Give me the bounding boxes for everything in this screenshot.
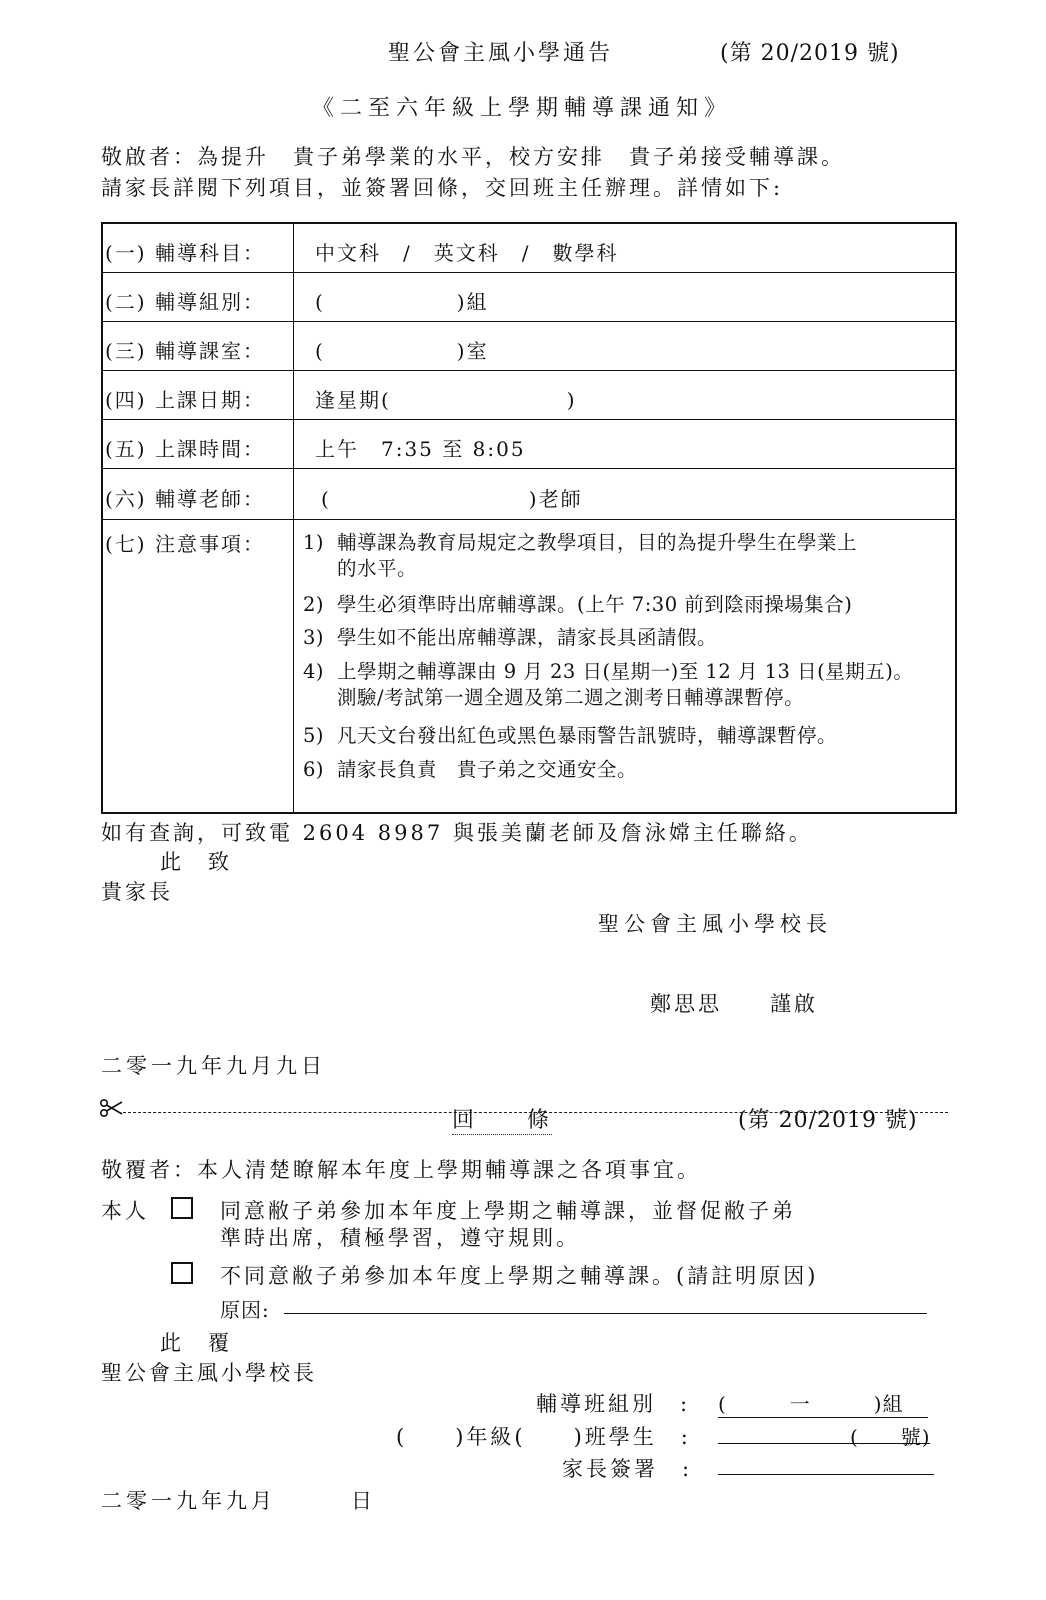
- note-number: 2): [303, 593, 325, 616]
- note-item: [303, 659, 913, 711]
- table-row-group: [103, 273, 955, 322]
- contact-info: 如有查詢，可致電 2604 8987 與張美蘭老師及詹泳嫦主任聯絡。: [101, 821, 813, 845]
- note-text: 學生如不能出席輔導課，請家長具函請假。: [337, 626, 718, 649]
- details-table: [101, 222, 957, 814]
- notice-number: (第 20/2019 號): [720, 41, 900, 66]
- signature-line[interactable]: [718, 1474, 934, 1475]
- reply-statement: 敬覆者：本人清楚瞭解本年度上學期輔導課之各項事宜。: [101, 1158, 701, 1182]
- note-item: [303, 625, 717, 651]
- option-agree-line-2: 準時出席，積極學習，遵守規則。: [220, 1226, 580, 1250]
- reply-notice-number: (第 20/2019 號): [738, 1108, 918, 1133]
- row-label: (七) 注意事項：: [105, 532, 265, 556]
- note-number: 6): [303, 758, 325, 781]
- note-number: 4): [303, 660, 325, 683]
- reply-title: 回 條: [452, 1103, 552, 1135]
- note-number: 1): [303, 531, 325, 554]
- principal-title: 聖公會主風小學校長: [598, 912, 832, 936]
- notice-subtitle: 《二至六年級上學期輔導課通知》: [312, 96, 733, 121]
- table-row-teacher: [103, 469, 955, 520]
- row-value: 中文科 / 英文科 / 數學科: [315, 241, 619, 265]
- row-label: (五) 上課時間：: [105, 437, 265, 461]
- intro-line-1: 敬啟者：為提升 貴子弟學業的水平，校方安排 貴子弟接受輔導課。: [101, 145, 845, 169]
- closing-regards: 此 致: [160, 850, 232, 874]
- row-label: (六) 輔導老師：: [105, 487, 265, 511]
- note-text: 請家長負責 貴子弟之交通安全。: [337, 758, 638, 781]
- scissors-icon: [99, 1097, 123, 1123]
- school-notice-title: 聖公會主風小學通告: [388, 41, 614, 66]
- note-item: [303, 723, 837, 749]
- agree-checkbox[interactable]: [171, 1197, 193, 1219]
- group-value-field[interactable]: ( 一 )組: [718, 1388, 928, 1418]
- row-label: (一) 輔導科目：: [105, 241, 265, 265]
- row-label: (二) 輔導組別：: [105, 290, 265, 314]
- table-row-subjects: [103, 224, 955, 273]
- row-value: 逢星期( ): [315, 388, 577, 412]
- option-agree-line-1: 同意敝子弟參加本年度上學期之輔導課，並督促敝子弟: [220, 1199, 796, 1223]
- reply-self: 本人: [101, 1199, 149, 1223]
- row-label: (三) 輔導課室：: [105, 339, 265, 363]
- table-row-time: [103, 420, 955, 469]
- notice-date: 二零一九年九月九日: [101, 1054, 326, 1078]
- group-label: 輔導班組別 :: [536, 1392, 691, 1416]
- student-number: ( 號): [850, 1425, 931, 1449]
- row-value: ( )組: [315, 290, 489, 314]
- signature-label: 家長簽署 :: [562, 1457, 693, 1481]
- intro-line-2: 請家長詳閱下列項目，並簽署回條，交回班主任辦理。詳情如下:: [101, 176, 784, 200]
- table-row-classroom: [103, 322, 955, 371]
- row-value: 上午 7:35 至 8:05: [315, 437, 526, 461]
- note-item: [303, 530, 857, 582]
- disagree-checkbox[interactable]: [171, 1262, 193, 1284]
- note-number: 5): [303, 724, 325, 747]
- row-label: (四) 上課日期：: [105, 388, 265, 412]
- respectfully: 謹啟: [770, 992, 818, 1016]
- grade-class-label: ( )年級( )班學生 :: [396, 1425, 691, 1449]
- table-row-date: [103, 371, 955, 420]
- table-row-notes: [103, 520, 955, 812]
- note-text-cont: 測驗/考試第一週全週及第二週之測考日輔導課暫停。: [337, 686, 805, 709]
- reply-date: 二零一九年九月 日: [101, 1489, 376, 1513]
- reason-label: 原因:: [220, 1298, 270, 1322]
- note-text: 上學期之輔導課由 9 月 23 日(星期一)至 12 月 13 日(星期五)。: [337, 660, 914, 683]
- principal-name: 鄭思思: [650, 992, 722, 1016]
- note-item: [303, 757, 637, 783]
- note-text: 輔導課為教育局規定之教學項目，目的為提升學生在學業上: [337, 531, 858, 554]
- addressee: 貴家長: [101, 880, 173, 904]
- row-value: ( )老師: [321, 487, 583, 511]
- note-text-cont: 的水平。: [337, 557, 418, 580]
- row-value: ( )室: [315, 339, 489, 363]
- option-disagree: 不同意敝子弟參加本年度上學期之輔導課。(請註明原因): [220, 1264, 819, 1288]
- note-text: 凡天文台發出紅色或黑色暴雨警告訊號時，輔導課暫停。: [337, 724, 838, 747]
- reply-closing: 此 覆: [160, 1331, 232, 1355]
- note-item: [303, 592, 852, 618]
- note-number: 3): [303, 626, 325, 649]
- reply-addressee: 聖公會主風小學校長: [101, 1361, 317, 1385]
- reason-input-line[interactable]: [284, 1313, 927, 1314]
- note-text: 學生必須準時出席輔導課。(上午 7:30 前到陰雨操場集合): [337, 593, 853, 616]
